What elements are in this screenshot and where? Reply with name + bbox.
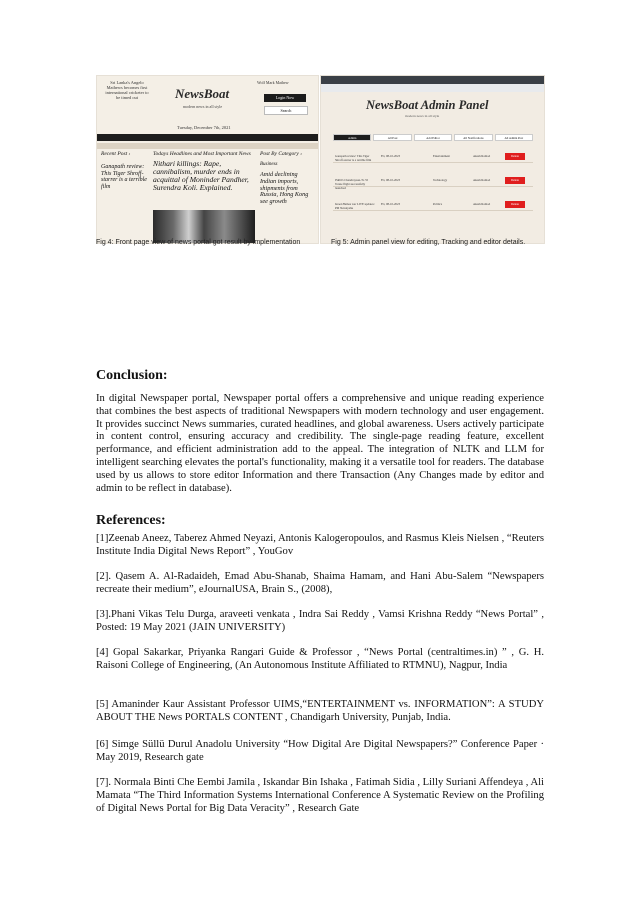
login-text: Wolf Mark Mathew bbox=[257, 80, 289, 85]
browser-tab-bar bbox=[321, 76, 544, 84]
browser-address-bar bbox=[321, 84, 544, 92]
row-category: Technology bbox=[433, 178, 448, 182]
tab-all-admin-post: All Admin Post bbox=[495, 134, 533, 141]
login-button: Login Now bbox=[264, 94, 306, 102]
teaser-headline: Sri Lanka's Angelo Mathews becomes first international cricketer to be timed out bbox=[105, 80, 149, 100]
figure-5-caption: Fig 5: Admin panel view for editing, Tracking and editor details. bbox=[331, 239, 526, 246]
delete-button: Delete bbox=[505, 177, 525, 184]
table-row bbox=[333, 152, 533, 163]
figure-front-page-screenshot bbox=[96, 75, 319, 244]
recent-post-story: Ganapath review: This Tiger Shroff-starrer is a terrible film bbox=[101, 164, 147, 190]
delete-button: Delete bbox=[505, 201, 525, 208]
category-story: Amid declining Indian imports, shipments from Russia, Hong Kong see growth bbox=[260, 171, 309, 206]
conclusion-heading: Conclusion: bbox=[96, 368, 168, 383]
row-title: Israel-Hamas war LIVE updates: PM Netanyahu bbox=[335, 202, 375, 210]
reference-5: [5] Amaninder Kaur Assistant Professor UIMS,“ENTERTAINMENT vs. INFORMATION”: A STUDY ABOUT THE News PORTALS CONTENT , Chandigarh University, Punjab, India. bbox=[96, 699, 544, 724]
row-editor: Akash Rathod bbox=[473, 178, 491, 182]
delete-button: Delete bbox=[505, 153, 525, 160]
table-row bbox=[333, 176, 533, 190]
search-field: Search bbox=[264, 106, 308, 115]
references-heading: References: bbox=[96, 513, 166, 528]
row-title: ISRO's Chandrayaan-3's 55 Tonne flight successfully launched bbox=[335, 178, 369, 190]
row-title: Ganapath review: This Tiger Shroff-starrer is a terrible film bbox=[335, 154, 372, 162]
category-heading: Post By Category › bbox=[260, 151, 303, 157]
ticker-strip bbox=[97, 143, 318, 149]
reference-7: [7]. Normala Binti Che Eembi Jamila , Iskandar Bin Ishaka , Fatimah Sidia , Lilly Suriani Affendeya , Ali Mamata “The Third Information Systems International Conference A Systematic Review on the Profiling of Digital News Portal for Big Data Veracity” , Research Gate bbox=[96, 777, 544, 815]
tab-admin: Admin bbox=[333, 134, 371, 141]
row-editor: Akash Rathod bbox=[473, 154, 491, 158]
row-editor: Akash Rathod bbox=[473, 202, 491, 206]
headlines-heading: Todays Headlines and Most Important News bbox=[153, 151, 251, 157]
admin-panel-title: NewsBoat Admin Panel bbox=[366, 98, 489, 112]
reference-1: [1]Zeenab Aneez, Taberez Ahmed Neyazi, Antonis Kalogeropoulos, and Rasmus Kleis Nielsen , “Reuters Institute India Digital News Report” , YouGov bbox=[96, 533, 544, 558]
site-tagline: modern news in all style bbox=[183, 104, 223, 109]
row-category: Politics bbox=[433, 202, 443, 206]
row-date: Fri, 08-10-2023 bbox=[381, 202, 400, 206]
tab-add-editor: Add Editor bbox=[414, 134, 452, 141]
table-row bbox=[333, 200, 533, 211]
tab-all-notifications: All Notifications bbox=[454, 134, 492, 141]
reference-3: [3].Phani Vikas Telu Durga, araveeti venkata , Indra Sai Reddy , Vamsi Krishna Reddy “News Portal” , Posted: 19 May 2021 (JAIN UNIVERSITY) bbox=[96, 609, 544, 634]
nav-bar bbox=[97, 134, 318, 141]
category-label: Business bbox=[260, 162, 278, 167]
admin-tagline: modern news in all style bbox=[405, 114, 440, 118]
figure-4-caption: Fig 4: Front page view of news portal got result by implementation bbox=[96, 239, 301, 246]
admin-tabs bbox=[333, 134, 533, 141]
row-date: Fri, 08-10-2023 bbox=[381, 154, 400, 158]
main-story: Nithari killings: Rape, cannibalism, murder ends in acquittal of Moninder Pandher, Surendra Koli. Explained. bbox=[153, 159, 249, 192]
reference-2: [2]. Qasem A. Al-Radaideh, Emad Abu-Shanab, Shaima Hamam, and Hani Abu-Salem “Newspapers recreate their medium”, eJournalUSA, Brain S., (2008), bbox=[96, 571, 544, 596]
figure-admin-panel-screenshot bbox=[320, 75, 545, 244]
conclusion-body: In digital Newspaper portal, Newspaper portal offers a comprehensive and unique reading experience that combines the best aspects of traditional Newspapers with modern technology and user engagement. It provides succinct News summaries, curated headlines, and global awareness. Users actively participate in content control, ensuring accuracy and credibility. The single-page reading feature, excellent performance, and efficient administration add to the appeal. The integration of NLTK and LLM for intelligent searching elevates the portal's functionality, making it a versatile tool for readers. The database used by us allows to store editor Information and there Transaction (Any Changes made by editor and admin to be reflect in database). bbox=[96, 393, 544, 494]
row-date: Fri, 08-10-2023 bbox=[381, 178, 400, 182]
reference-4: [4] Gopal Sakarkar, Priyanka Rangari Guide & Professor , “News Portal (centraltimes.in) ” , G. H. Raisoni College of Engineering, (An Autonomous Institute Affiliated to RTMNU), Nagpur, India bbox=[96, 647, 544, 672]
date-line: Tuesday, December 7th, 2021 bbox=[177, 125, 231, 130]
site-logo: NewsBoat bbox=[175, 86, 230, 101]
recent-post-heading: Recent Post › bbox=[101, 151, 131, 157]
reference-6: [6] Simge Süllü Durul Anadolu University “How Digital Are Digital Newspapers?” Conference Paper · May 2019, Research gate bbox=[96, 739, 544, 764]
tab-all-post: All Post bbox=[373, 134, 411, 141]
row-category: Entertainment bbox=[433, 154, 450, 158]
